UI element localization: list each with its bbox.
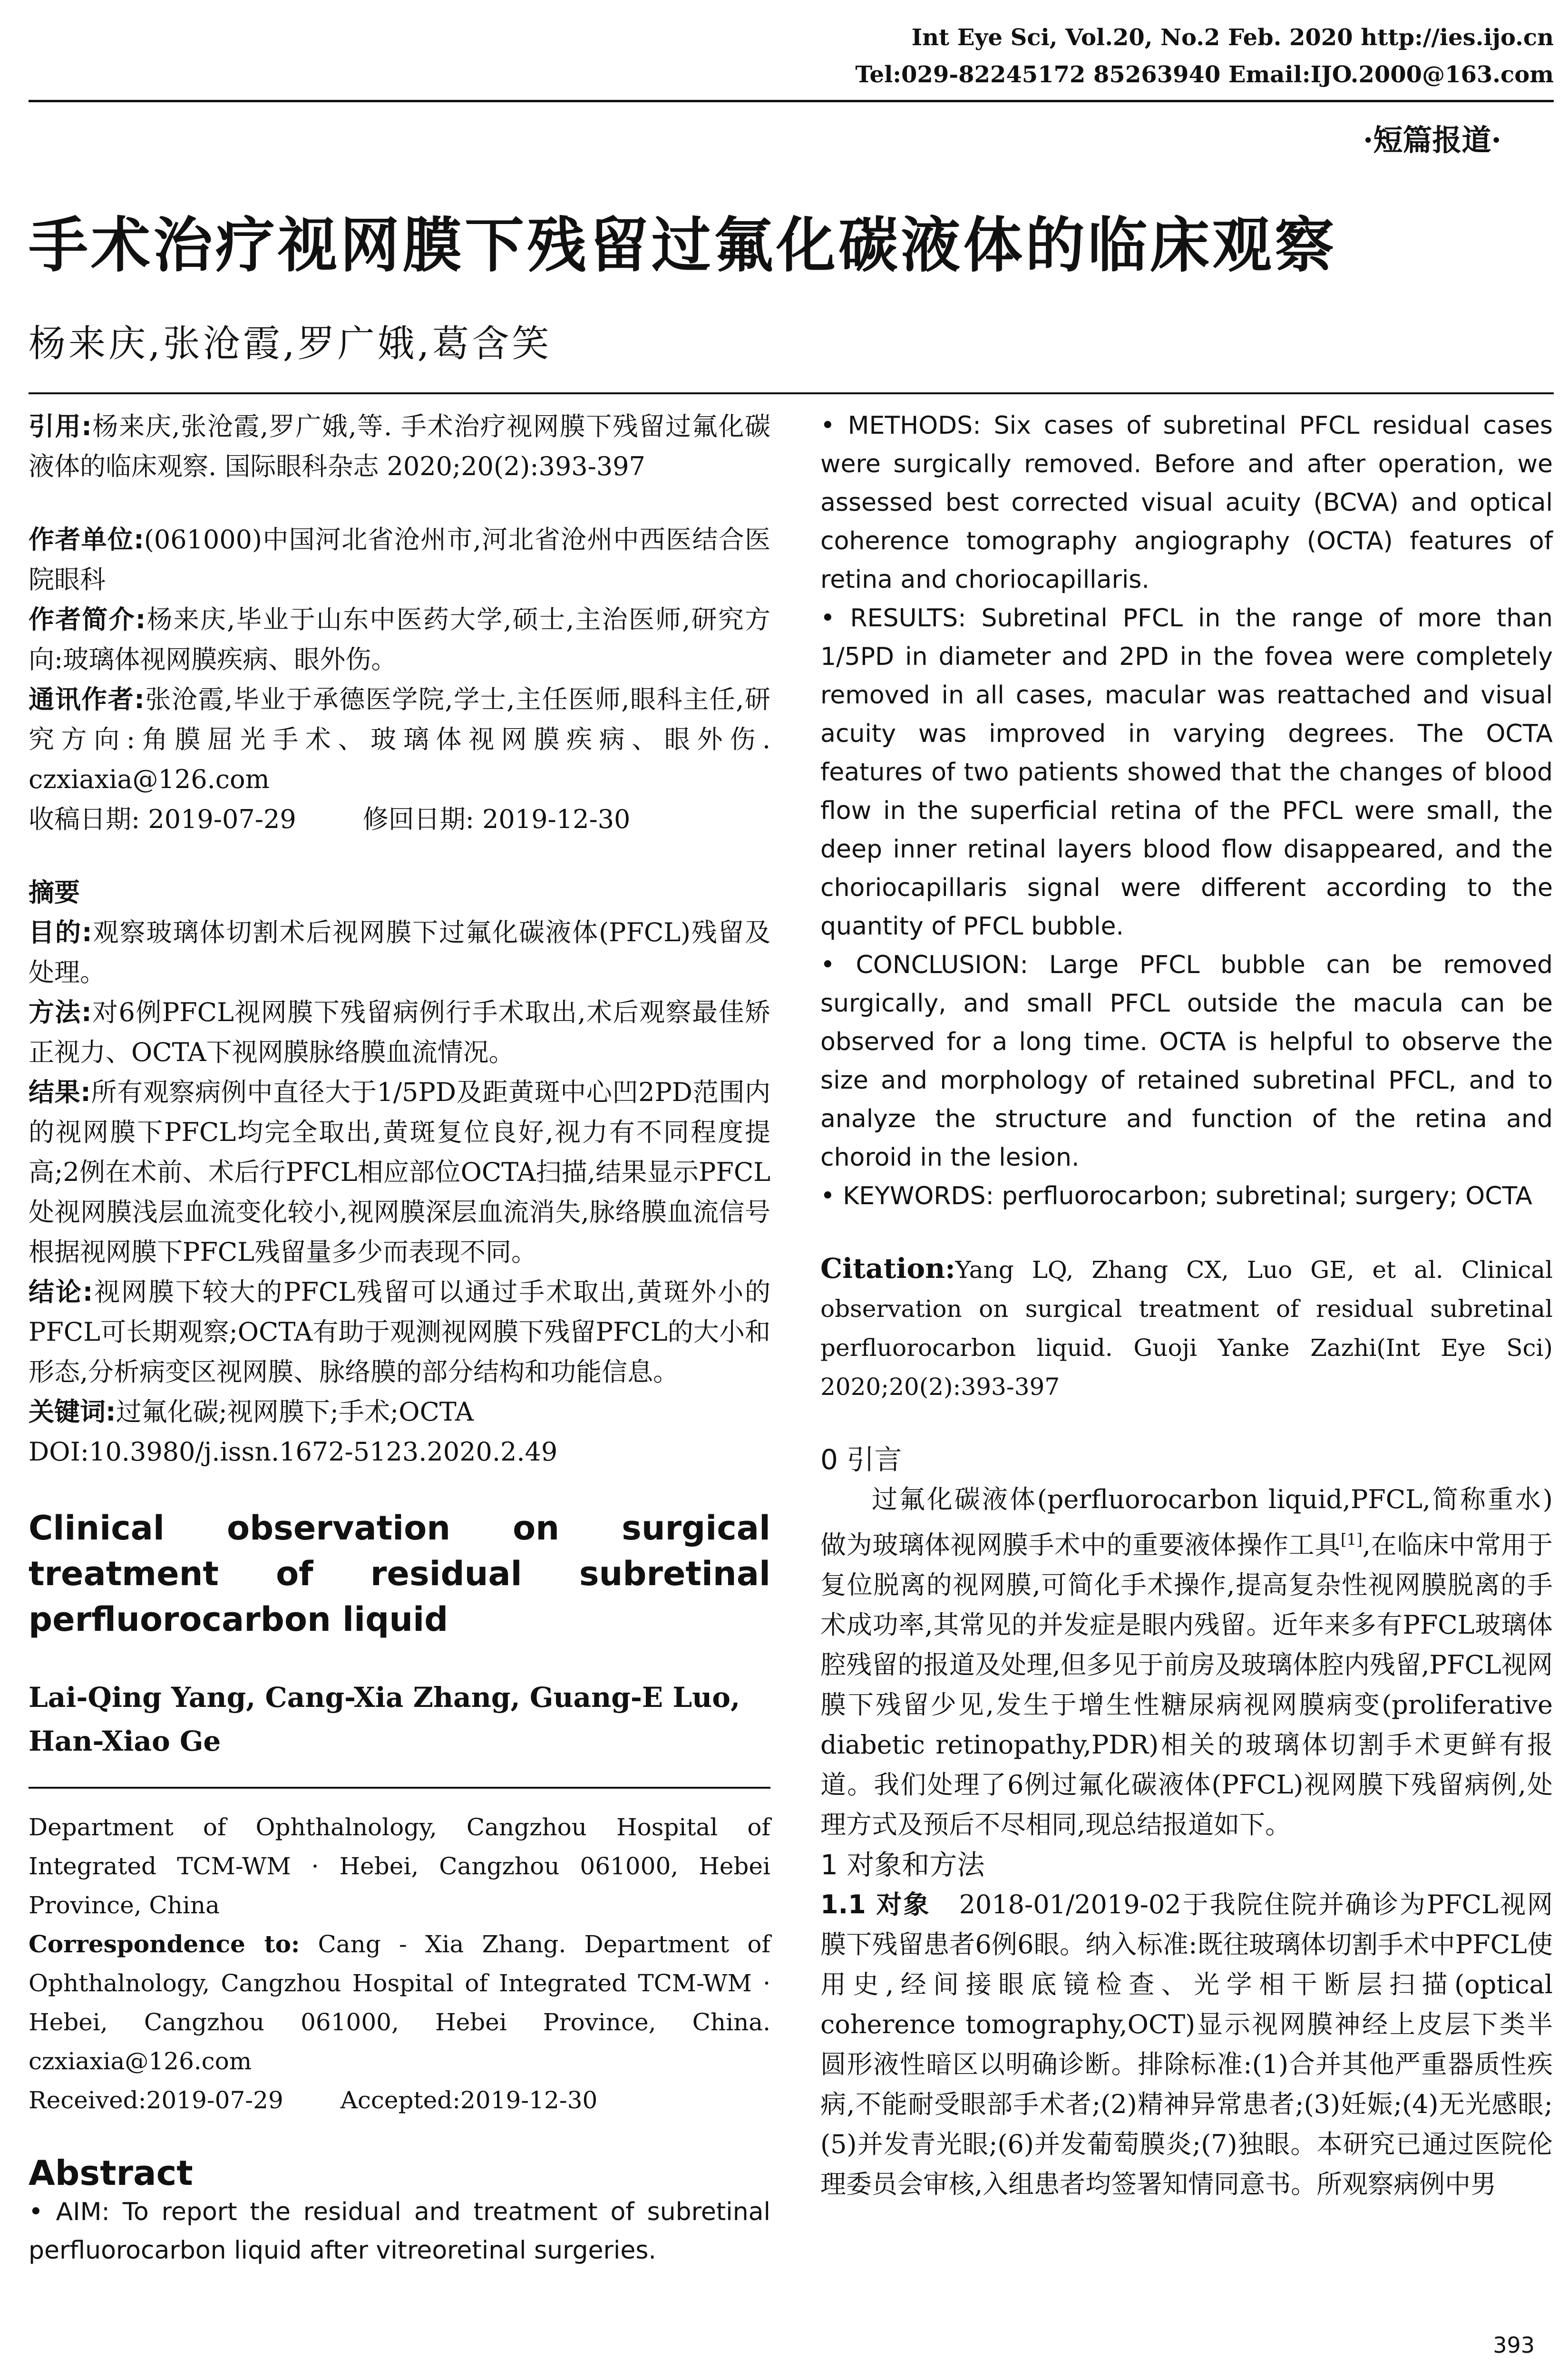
abstract-en-keywords: • KEYWORDS: perfluorocarbon; subretinal; surgery; OCTA: [820, 1182, 1532, 1210]
citation-cn: [29, 407, 770, 487]
abstract-cn-heading: 摘要: [29, 877, 80, 907]
corresponding-author: [29, 680, 770, 799]
dates-cn: [29, 799, 770, 839]
citation-cn-label: 引用:: [29, 411, 92, 441]
correspondence-en: [29, 1925, 770, 2081]
citation-cn-text: 杨来庆,张沧霞,罗广娥,等. 手术治疗视网膜下残留过氟化碳液体的临床观察. 国际眼科杂志 2020;20(2):393-397: [29, 411, 770, 481]
right-column: [820, 407, 1553, 2204]
received-date-cn: 收稿日期: 2019-07-29: [29, 804, 296, 834]
keywords-cn-label: 关键词:: [29, 1397, 116, 1427]
authors-rule: [29, 1787, 770, 1789]
intro-text-a: 过氟化碳液体(perfluorocarbon liquid,PFCL,简称重水)做为玻璃体视网膜手术中的重要液体操作工具: [820, 1484, 1553, 1560]
section-1-1-text: 2018-01/2019-02于我院住院并确诊为PFCL视网膜下残留患者6例6眼。纳入标准:既往玻璃体切割手术中PFCL使用史,经间接眼底镜检查、光学相干断层扫描(optical coherence tomography,OCT)显示视网膜神经上皮层下类半圆形液性暗区以明确诊断。排除标准:(1)合并其他严重器质性疾病,不能耐受眼部手术者;(2)精神异常患者;(3)妊娠;(4)无光感眼;(5)并发青光眼;(6)并发葡萄膜炎;(7)独眼。本研究已通过医院伦理委员会审核,入组患者均签署知情同意书。所观察病例中男: [820, 1890, 1553, 2199]
corresponding-author-text: 张沧霞,毕业于承德医学院,学士,主任医师,眼科主任,研究方向:角膜屈光手术、玻璃体视网膜疾病、眼外伤. czxiaxia@126.com: [29, 684, 770, 794]
abstract-en-methods: • METHODS: Six cases of subretinal PFCL residual cases were surgically removed. Before and after operation, we assessed best corrected visual acuity (BCVA) and optical coherence tomography angiography (OCTA) features of retina and choriocapillaris.: [820, 411, 1553, 594]
aim-text: 观察玻璃体切割术后视网膜下过氟化碳液体(PFCL)残留及处理。: [29, 917, 770, 987]
page-number: 393: [1493, 2332, 1535, 2358]
abstract-result: [29, 1072, 770, 1272]
article-title-cn: 手术治疗视网膜下残留过氟化碳液体的临床观察: [29, 211, 1337, 280]
citation-en: [820, 1249, 1553, 1406]
keywords-cn: [29, 1392, 770, 1432]
abstract-aim: [29, 913, 770, 993]
correspondence-en-label: Correspondence to:: [29, 1930, 300, 1958]
result-label: 结果:: [29, 1077, 91, 1107]
author-bio-label: 作者简介:: [29, 604, 146, 634]
intro-paragraph: [820, 1480, 1553, 1845]
abstract-method: [29, 993, 770, 1072]
header-rule: [29, 100, 1554, 102]
journal-line: Int Eye Sci, Vol.20, No.2 Feb. 2020 http://ies.ijo.cn: [911, 24, 1554, 51]
journal-header: [855, 19, 1554, 93]
author-bio: [29, 600, 770, 680]
left-column: [29, 407, 770, 2270]
section-tag: ·短篇报道·: [1363, 123, 1501, 157]
section-1-1-label: 1.1 对象: [820, 1890, 931, 1919]
article-title-en: Clinical observation on surgical treatment of residual subretinal perfluorocarbon liquid: [29, 1509, 770, 1639]
section-1-1-paragraph: [820, 1885, 1553, 2204]
aim-label: 目的:: [29, 917, 92, 947]
affiliation-label: 作者单位:: [29, 525, 144, 555]
corresponding-author-label: 通讯作者:: [29, 684, 145, 714]
department-en: Department of Ophthalnology, Cangzhou Hospital of Integrated TCM-WM · Hebei, Cangzhou 061000, Hebei Province, China: [29, 1813, 770, 1919]
authors-en: Lai-Qing Yang, Cang-Xia Zhang, Guang-E Luo, Han-Xiao Ge: [29, 1681, 740, 1757]
intro-text-b: ,在临床中常用于复位脱离的视网膜,可简化手术操作,提高复杂性视网膜脱离的手术成功率,其常见的并发症是眼内残留。近年来多有PFCL玻璃体腔残留的报道及处理,但多见于前房及玻璃体腔内残留,PFCL视网膜下残留少见,发生于增生性糖尿病视网膜病变(proliferative diabetic retinopathy,PDR)相关的玻璃体切割手术更鲜有报道。我们处理了6例过氟化碳液体(PFCL)视网膜下残留病例,处理方式及预后不尽相同,现总结报道如下。: [820, 1530, 1553, 1840]
conclusion-label: 结论:: [29, 1277, 93, 1307]
keywords-cn-text: 过氟化碳;视网膜下;手术;OCTA: [116, 1397, 474, 1427]
section-1-heading: 1 对象和方法: [820, 1849, 985, 1881]
title-rule: [29, 392, 1554, 394]
contact-line: Tel:029-82245172 85263940 Email:IJO.2000@163.com: [855, 61, 1554, 88]
conclusion-text: 视网膜下较大的PFCL残留可以通过手术取出,黄斑外小的PFCL可长期观察;OCTA有助于观测视网膜下残留PFCL的大小和形态,分析病变区视网膜、脉络膜的部分结构和功能信息。: [29, 1277, 770, 1387]
section-intro-heading: 0 引言: [820, 1443, 902, 1476]
authors-cn: 杨来庆,张沧霞,罗广娥,葛含笑: [29, 322, 552, 365]
author-bio-text: 杨来庆,毕业于山东中医药大学,硕士,主治医师,研究方向:玻璃体视网膜疾病、眼外伤。: [29, 604, 770, 674]
abstract-conclusion: [29, 1272, 770, 1392]
abstract-en-conclusion: • CONCLUSION: Large PFCL bubble can be removed surgically, and small PFCL outside the macula can be observed for a long time. OCTA is helpful to observe the size and morphology of retained subretinal PFCL, and to analyze the structure and function of the retina and choroid in the lesion.: [820, 951, 1553, 1172]
correspondence-en-text: Cang - Xia Zhang. Department of Ophthalnology, Cangzhou Hospital of Integrated TCM-WM · Hebei, Cangzhou 061000, Hebei Province, China. czxiaxia@126.com: [29, 1930, 770, 2075]
reference-marker: [1]: [1341, 1530, 1363, 1549]
revised-date-cn: 修回日期: 2019-12-30: [362, 804, 631, 834]
citation-en-text: Yang LQ, Zhang CX, Luo GE, et al. Clinical observation on surgical treatment of residual subretinal perfluorocarbon liquid. Guoji Yanke Zazhi(Int Eye Sci) 2020;20(2):393-397: [820, 1256, 1553, 1401]
method-label: 方法:: [29, 997, 92, 1027]
result-text: 所有观察病例中直径大于1/5PD及距黄斑中心凹2PD范围内的视网膜下PFCL均完全取出,黄斑复位良好,视力有不同程度提高;2例在术前、术后行PFCL相应部位OCTA扫描,结果显示PFCL处视网膜浅层血流变化较小,视网膜深层血流消失,脉络膜血流信号根据视网膜下PFCL残留量多少而表现不同。: [29, 1077, 770, 1267]
dates-en: [29, 2081, 770, 2120]
abstract-en-heading: Abstract: [29, 2153, 193, 2193]
affiliation-text: (061000)中国河北省沧州市,河北省沧州中西医结合医院眼科: [29, 525, 770, 594]
accepted-date-en: Accepted:2019-12-30: [340, 2086, 598, 2114]
method-text: 对6例PFCL视网膜下残留病例行手术取出,术后观察最佳矫正视力、OCTA下视网膜脉络膜血流情况。: [29, 997, 770, 1067]
citation-en-label: Citation:: [820, 1252, 955, 1285]
doi: DOI:10.3980/j.issn.1672-5123.2020.2.49: [29, 1437, 558, 1467]
affiliation: [29, 520, 770, 600]
abstract-en-aim: • AIM: To report the residual and treatment of subretinal perfluorocarbon liquid after vitreoretinal surgeries.: [29, 2198, 770, 2265]
received-date-en: Received:2019-07-29: [29, 2086, 283, 2114]
abstract-en-results: • RESULTS: Subretinal PFCL in the range of more than 1/5PD in diameter and 2PD in the fovea were completely removed in all cases, macular was reattached and visual acuity was improved in varying degrees. The OCTA features of two patients showed that the changes of blood flow in the superficial retina of the PFCL were small, the deep inner retinal layers blood flow disappeared, and the choriocapillaris signal were different according to the quantity of PFCL bubble.: [820, 604, 1553, 941]
